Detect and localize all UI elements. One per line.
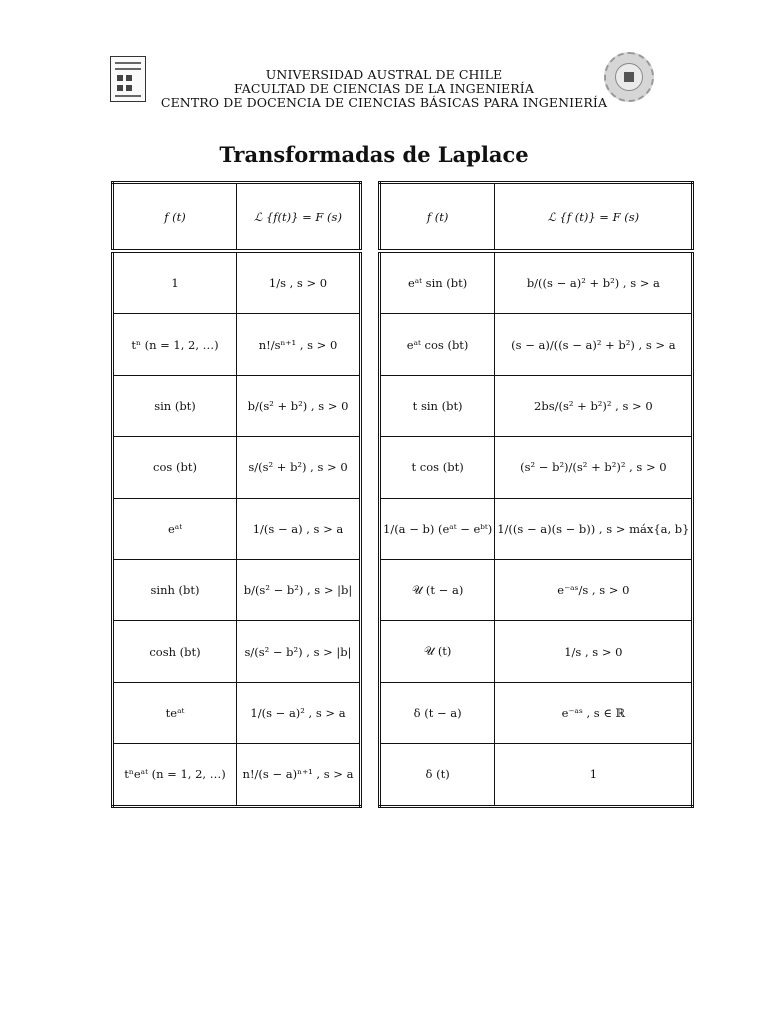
table-cell: 1 <box>113 251 237 314</box>
table-cell: 1/((s − a)(s − b)) , s > máx{a, b} <box>495 498 693 559</box>
table-cell: s/(s² − b²) , s > |b| <box>237 621 361 682</box>
table-cell: (s² − b²)/(s² + b²)² , s > 0 <box>495 437 693 498</box>
table-cell: eᵃᵗ cos (bt) <box>380 314 495 375</box>
table-cell: 1/s , s > 0 <box>237 251 361 314</box>
table-cell: 1 <box>495 744 693 806</box>
university-name: UNIVERSIDAD AUSTRAL DE CHILE <box>265 67 503 82</box>
table-cell: 2bs/(s² + b²)² , s > 0 <box>495 375 693 436</box>
center-name: CENTRO DE DOCENCIA DE CIENCIAS BÁSICAS PARA INGENIERÍA <box>160 95 608 110</box>
table-cell: cosh (bt) <box>113 621 237 682</box>
table-cell: eᵃᵗ sin (bt) <box>380 251 495 314</box>
table-cell: cos (bt) <box>113 437 237 498</box>
table-cell: e⁻ᵃˢ , s ∈ ℝ <box>495 682 693 743</box>
table-cell: 1/s , s > 0 <box>495 621 693 682</box>
table-cell: t cos (bt) <box>380 437 495 498</box>
table-cell: n!/(s − a)ⁿ⁺¹ , s > a <box>237 744 361 806</box>
right-laplace-table <box>378 181 694 808</box>
table-cell: 1/(s − a)² , s > a <box>237 682 361 743</box>
table-cell: sin (bt) <box>113 375 237 436</box>
table-cell: b/(s² + b²) , s > 0 <box>237 375 361 436</box>
faculty-name: FACULTAD DE CIENCIAS DE LA INGENIERÍA <box>234 81 534 96</box>
table-cell: (s − a)/((s − a)² + b²) , s > a <box>495 314 693 375</box>
table-cell: n!/sⁿ⁺¹ , s > 0 <box>237 314 361 375</box>
page-title: Transformadas de Laplace <box>219 142 529 167</box>
table-cell: tⁿ (n = 1, 2, …) <box>113 314 237 375</box>
table-cell: t sin (bt) <box>380 375 495 436</box>
header-transform: ℒ {f(t)} = F (s) <box>237 183 361 252</box>
table-cell: δ (t − a) <box>380 682 495 743</box>
document-header <box>0 0 768 120</box>
table-cell: e⁻ᵃˢ/s , s > 0 <box>495 559 693 620</box>
header-function: f (t) <box>113 183 237 252</box>
table-cell: s/(s² + b²) , s > 0 <box>237 437 361 498</box>
header-transform: ℒ {f (t)} = F (s) <box>495 183 693 252</box>
table-cell: teᵃᵗ <box>113 682 237 743</box>
table-cell: 𝒰 (t) <box>380 621 495 682</box>
table-cell: sinh (bt) <box>113 559 237 620</box>
table-cell: 𝒰 (t − a) <box>380 559 495 620</box>
table-cell: δ (t) <box>380 744 495 806</box>
table-cell: tⁿeᵃᵗ (n = 1, 2, …) <box>113 744 237 806</box>
table-cell: 1/(a − b) (eᵃᵗ − eᵇᵗ) <box>380 498 495 559</box>
table-cell: 1/(s − a) , s > a <box>237 498 361 559</box>
header-function: f (t) <box>380 183 495 252</box>
left-laplace-table <box>111 181 362 808</box>
table-cell: eᵃᵗ <box>113 498 237 559</box>
table-cell: b/((s − a)² + b²) , s > a <box>495 251 693 314</box>
table-cell: b/(s² − b²) , s > |b| <box>237 559 361 620</box>
